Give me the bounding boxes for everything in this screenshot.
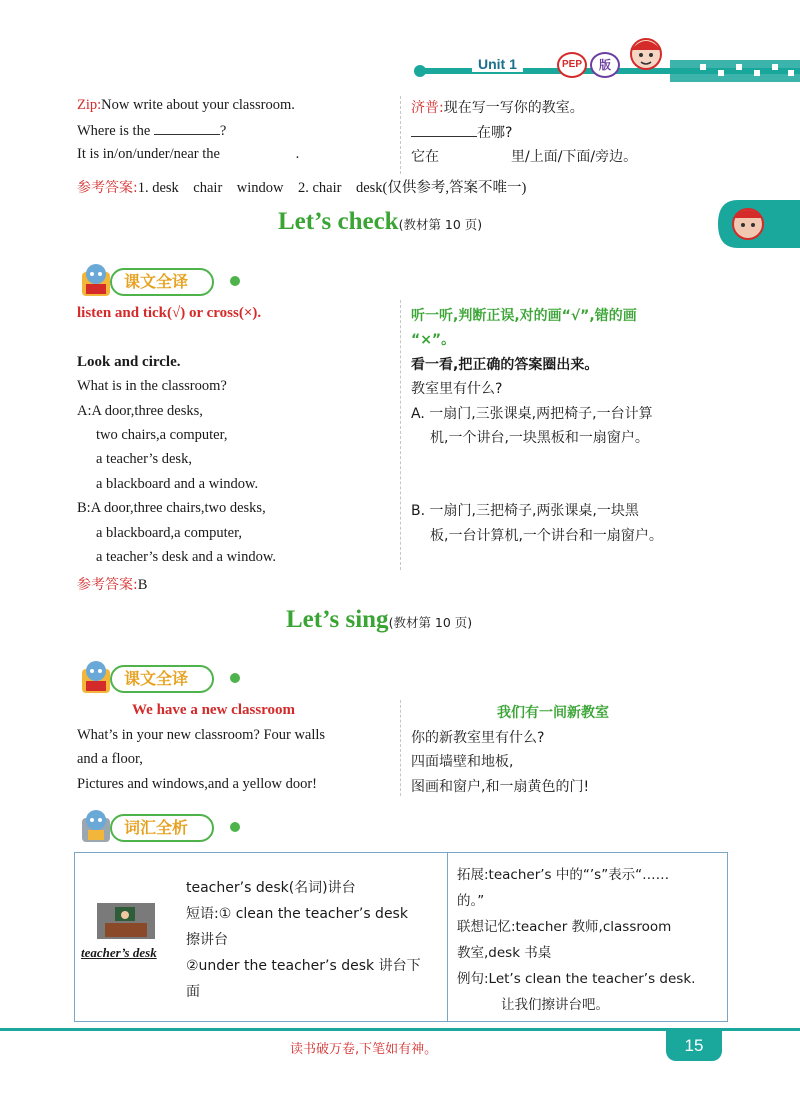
zip-cn-line-3: 它在 里/上面/下面/旁边。 bbox=[411, 149, 638, 165]
blank-field bbox=[411, 124, 477, 137]
pep-badge: PEP bbox=[557, 52, 587, 78]
blank-field bbox=[154, 122, 220, 135]
check-en-line: A:A door,three desks, bbox=[77, 403, 203, 419]
lets-check-title: Let’s check(教材第 10 页) bbox=[278, 208, 483, 235]
vocab-left-line: ②under the teacher’s desk 讲台下 bbox=[186, 958, 421, 974]
zip-cn-line-2: 在哪? bbox=[411, 122, 512, 142]
vocab-right-line: 例句:Let’s clean the teacher’s desk. bbox=[457, 971, 696, 987]
zip-line-2: Where is the ? bbox=[77, 123, 227, 139]
check-en-line: a blackboard and a window. bbox=[96, 476, 259, 492]
image-caption: teacher’s desk bbox=[81, 945, 157, 960]
vocab-right-line: 教室,desk 书桌 bbox=[457, 945, 552, 961]
vocab-left-line: teacher’s desk(名词)讲台 bbox=[186, 880, 356, 896]
vocab-right-line: 联想记忆:teacher 教师,classroom bbox=[457, 919, 672, 935]
mascot-icon bbox=[622, 32, 670, 76]
vocab-left-line: 短语:① clean the teacher’s desk bbox=[186, 906, 408, 922]
check-en-line: a blackboard,a computer, bbox=[96, 525, 242, 541]
check-cn-line: B. 一扇门,三把椅子,两张课桌,一块黑 bbox=[411, 503, 639, 519]
unit-label: Unit 1 bbox=[472, 56, 523, 72]
check-cn-line: A. 一扇门,三张课桌,两把椅子,一台计算 bbox=[411, 406, 653, 422]
check-en-instruction: listen and tick(√) or cross(×). bbox=[77, 305, 262, 321]
side-tab-mascot-icon bbox=[718, 200, 800, 248]
vocab-right-line: 拓展:teacher’s 中的“’s”表示“…… bbox=[457, 867, 670, 883]
song-en-line: and a floor, bbox=[77, 751, 143, 767]
check-cn-heading: 看一看,把正确的答案圈出来。 bbox=[411, 357, 599, 373]
check-cn-line: 教室里有什么? bbox=[411, 381, 503, 397]
zip-line-3: It is in/on/under/near the . bbox=[77, 146, 300, 162]
check-cn-instruction-2: “×”。 bbox=[411, 332, 456, 348]
zip-answer: 参考答案:1. desk chair window 2. chair desk(仅供参考,答案不唯一) bbox=[77, 180, 527, 196]
check-answer: 参考答案:B bbox=[77, 577, 148, 593]
check-cn-line: 机,一个讲台,一块黑板和一扇窗户。 bbox=[430, 430, 649, 446]
lets-sing-title: Let’s sing(教材第 10 页) bbox=[286, 606, 473, 633]
song-en-title: We have a new classroom bbox=[132, 702, 296, 718]
check-en-heading: Look and circle. bbox=[77, 354, 181, 370]
song-en-line: Pictures and windows,and a yellow door! bbox=[77, 776, 318, 792]
vocab-right-line: 的。” bbox=[457, 893, 485, 909]
check-en-line: a teacher’s desk, bbox=[96, 451, 192, 467]
vocab-right-line: 让我们擦讲台吧。 bbox=[501, 997, 609, 1013]
song-cn-title: 我们有一间新教室 bbox=[497, 705, 609, 721]
song-cn-line: 四面墙壁和地板, bbox=[411, 754, 514, 770]
vocab-left-line: 擦讲台 bbox=[186, 932, 228, 948]
check-cn-line: 板,一台计算机,一个讲台和一扇窗户。 bbox=[430, 528, 663, 544]
vocab-box bbox=[74, 852, 728, 1022]
page-number: 15 bbox=[666, 1031, 722, 1061]
edition-badge: 版 bbox=[590, 52, 620, 78]
check-cn-instruction-1: 听一听,判断正误,对的画“√”,错的画 bbox=[411, 308, 637, 324]
check-en-line: B:A door,three chairs,two desks, bbox=[77, 500, 266, 516]
teacher-desk-image bbox=[97, 903, 155, 939]
check-en-line: What is in the classroom? bbox=[77, 378, 227, 394]
song-cn-line: 图画和窗户,和一扇黄色的门! bbox=[411, 779, 590, 795]
check-en-line: two chairs,a computer, bbox=[96, 427, 228, 443]
zip-cn-line-1: 济普:现在写一写你的教室。 bbox=[411, 100, 584, 116]
song-cn-line: 你的新教室里有什么? bbox=[411, 730, 545, 746]
vocab-left-line: 面 bbox=[186, 984, 200, 1000]
song-en-line: What’s in your new classroom? Four walls bbox=[77, 727, 326, 743]
check-en-line: a teacher’s desk and a window. bbox=[96, 549, 276, 565]
zip-line-1: Zip:Now write about your classroom. bbox=[77, 97, 295, 113]
footer-motto: 读书破万卷,下笔如有神。 bbox=[290, 1042, 438, 1057]
